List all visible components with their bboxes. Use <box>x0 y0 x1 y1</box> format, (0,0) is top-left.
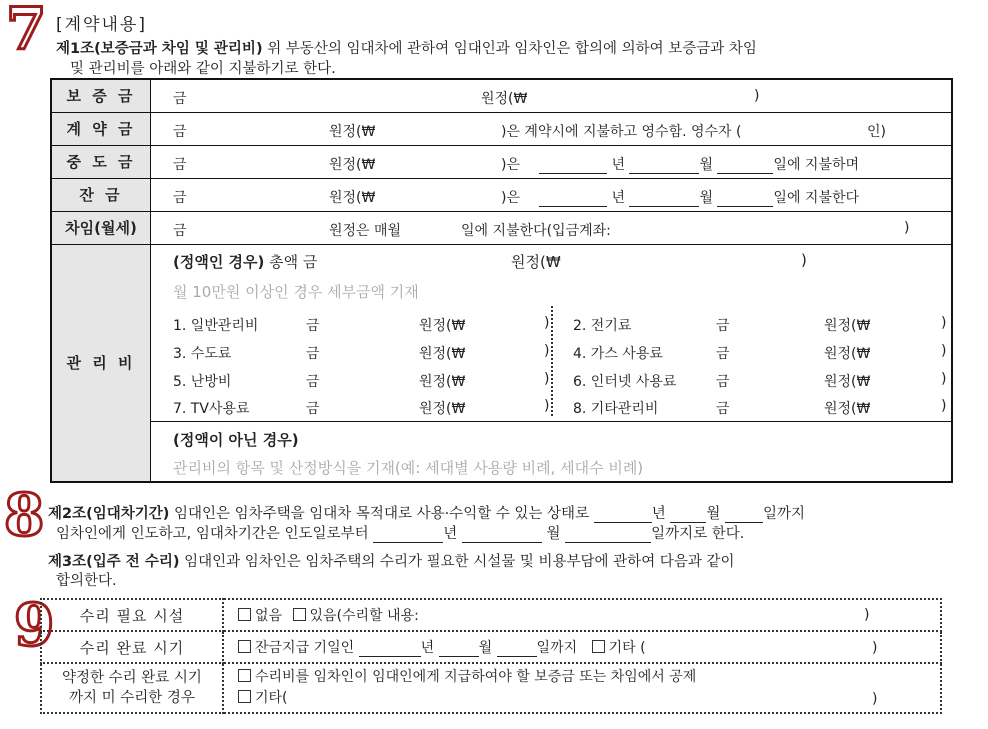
date-fields: 년 월 일에 지불한다 <box>539 187 859 207</box>
seal-text: 인) <box>867 123 886 140</box>
table-row <box>51 79 952 112</box>
gold-text: 금 <box>306 373 320 390</box>
table-row <box>41 631 941 663</box>
won-text: 원정(₩ <box>511 252 561 271</box>
mgmt-item: 4. 가스 사용료 <box>573 345 663 362</box>
won-text: 원정(₩ <box>419 317 466 334</box>
monthly-text: 원정은 매월 <box>329 222 402 239</box>
table-row <box>41 599 941 631</box>
nonfixed-title: (정액이 아닌 경우) <box>173 430 299 449</box>
close-paren: ) <box>941 370 947 387</box>
row-label: 계 약 금 <box>51 112 151 145</box>
won-text: 원정(₩ <box>824 400 871 417</box>
close-paren: ) <box>904 219 910 236</box>
table-row <box>41 663 941 713</box>
eun-text: )은 <box>501 156 520 173</box>
close-paren: ) <box>801 250 807 269</box>
repair-needed-label: 수리 필요 시설 <box>41 599 223 631</box>
mgmt-item: 7. TV사용료 <box>173 400 250 417</box>
gold-text: 금 <box>306 317 320 334</box>
won-text: 원정(₩ <box>329 189 376 206</box>
monthly-rent-cell[interactable] <box>151 211 953 244</box>
gold-text: 금 <box>716 373 730 390</box>
gold-text: 금 <box>173 189 187 206</box>
date-fields: 년 월 일에 지불하며 <box>539 154 859 174</box>
fixed-line: (정액인 경우) 총액 금 <box>173 252 318 271</box>
article2-title: 제2조(임대차기간) <box>48 506 170 522</box>
mgmt-item: 6. 인터넷 사용료 <box>573 373 677 390</box>
article2-line2: 임차인에게 인도하고, 임대차기간은 인도일로부터 년 월 일까지로 한다. <box>56 526 745 542</box>
payment-table <box>50 78 953 483</box>
divider <box>151 421 951 422</box>
checkbox-other2[interactable] <box>238 690 251 703</box>
repair-table <box>40 598 942 714</box>
row-label: 잔 금 <box>51 178 151 211</box>
article1-title: 제1조(보증금과 차임 및 관리비) <box>56 41 263 57</box>
gold-text: 금 <box>173 91 187 107</box>
article1-text1: 위 부동산의 임대차에 관하여 임대인과 임차인은 합의에 의하여 보증금과 차임 <box>267 41 757 57</box>
nonfixed-hint: 관리비의 항목 및 산정방식을 기재(예: 세대별 사용량 비례, 세대수 비례) <box>173 458 644 477</box>
close-paren: ) <box>544 342 550 359</box>
mgmt-item: 1. 일반관리비 <box>173 317 259 334</box>
mgmt-item: 2. 전기료 <box>573 317 632 334</box>
table-row <box>51 145 952 178</box>
fixed-hint: 월 10만원 이상인 경우 세부금액 기재 <box>173 282 419 301</box>
gold-text: 금 <box>173 156 187 173</box>
table-row <box>51 244 952 482</box>
close-paren: ) <box>544 370 550 387</box>
mgmt-label: 관 리 비 <box>51 244 151 482</box>
won-text: 원정(₩ <box>419 373 466 390</box>
close-paren: ) <box>872 640 878 656</box>
close-paren: ) <box>544 314 550 331</box>
gold-text: 금 <box>716 317 730 334</box>
interim-cell[interactable] <box>151 145 953 178</box>
article3-line1: 제3조(입주 전 수리) 임대인과 임차인은 임차주택의 수리가 필요한 시설물 및 비용부담에 관하여 다음과 같이 <box>48 554 735 570</box>
row-label: 보 증 금 <box>51 79 151 112</box>
article1-line1 <box>56 37 757 58</box>
won-text: 원정(₩ <box>419 345 466 362</box>
won-text: 원정(₩ <box>481 91 528 107</box>
close-paren: ) <box>544 397 550 414</box>
gold-text: 금 <box>306 400 320 417</box>
close-paren: ) <box>941 397 947 414</box>
close-paren: ) <box>941 342 947 359</box>
won-text: 원정(₩ <box>824 317 871 334</box>
won-text: 원정(₩ <box>329 123 376 140</box>
section-marker-7: 7 <box>6 0 47 63</box>
gold-text: 금 <box>306 345 320 362</box>
unrepaired-label: 약정한 수리 완료 시기 까지 미 수리한 경우 <box>41 663 223 713</box>
eun-text: )은 <box>501 189 520 206</box>
gold-text: 금 <box>173 123 187 140</box>
gold-text: 금 <box>716 345 730 362</box>
gold-text: 금 <box>173 222 187 239</box>
account-text: 일에 지불한다(입금계좌: <box>461 222 611 239</box>
section-title: [계약내용] <box>56 15 147 35</box>
repair-done-cell: 잔금지급 기일인 년 월 일까지 기타 ( ) <box>223 631 941 663</box>
checkbox-exists[interactable] <box>293 608 306 621</box>
won-text: 원정(₩ <box>329 156 376 173</box>
row-label: 중 도 금 <box>51 145 151 178</box>
won-text: 원정(₩ <box>419 400 466 417</box>
table-row <box>51 112 952 145</box>
row-label: 차임(월세) <box>51 211 151 244</box>
article2-line1: 제2조(임대차기간) 임대인은 임차주택을 임대차 목적대로 사용·수익할 수 있는 상태로 년 월 일까지 <box>48 506 805 522</box>
won-text: 원정(₩ <box>824 345 871 362</box>
section-marker-9: 9 <box>14 591 55 659</box>
mgmt-item: 5. 난방비 <box>173 373 232 390</box>
contract-deposit-cell[interactable] <box>151 112 953 145</box>
close-paren: ) <box>754 88 760 104</box>
article3-title: 제3조(입주 전 수리) <box>48 554 180 570</box>
checkbox-other[interactable] <box>592 640 605 653</box>
balance-cell[interactable] <box>151 178 953 211</box>
section-marker-8: 8 <box>4 481 45 549</box>
checkbox-none[interactable] <box>238 608 251 621</box>
deposit-cell[interactable] <box>151 79 953 112</box>
article3-line2: 합의한다. <box>56 573 117 589</box>
close-paren: ) <box>941 314 947 331</box>
checkbox-deduct[interactable] <box>238 669 251 682</box>
unrepaired-cell: 수리비를 임차인이 임대인에게 지급하여야 할 보증금 또는 차임에서 공제 기타( ) <box>223 663 941 713</box>
repair-done-label: 수리 완료 시기 <box>41 631 223 663</box>
table-row <box>51 211 952 244</box>
article1-line2: 및 관리비를 아래와 같이 지불하기로 한다. <box>70 61 336 77</box>
column-divider <box>551 306 553 416</box>
won-text: 원정(₩ <box>824 373 871 390</box>
checkbox-balance-date[interactable] <box>238 640 251 653</box>
repair-needed-cell: 없음 있음(수리할 내용: ) <box>223 599 941 631</box>
gold-text: 금 <box>716 400 730 417</box>
receipt-text: )은 계약시에 지불하고 영수함. 영수자 ( <box>501 123 742 140</box>
close-paren: ) <box>864 607 870 623</box>
table-row <box>51 178 952 211</box>
close-paren: ) <box>872 691 878 707</box>
mgmt-item: 8. 기타관리비 <box>573 400 659 417</box>
mgmt-item: 3. 수도료 <box>173 345 232 362</box>
